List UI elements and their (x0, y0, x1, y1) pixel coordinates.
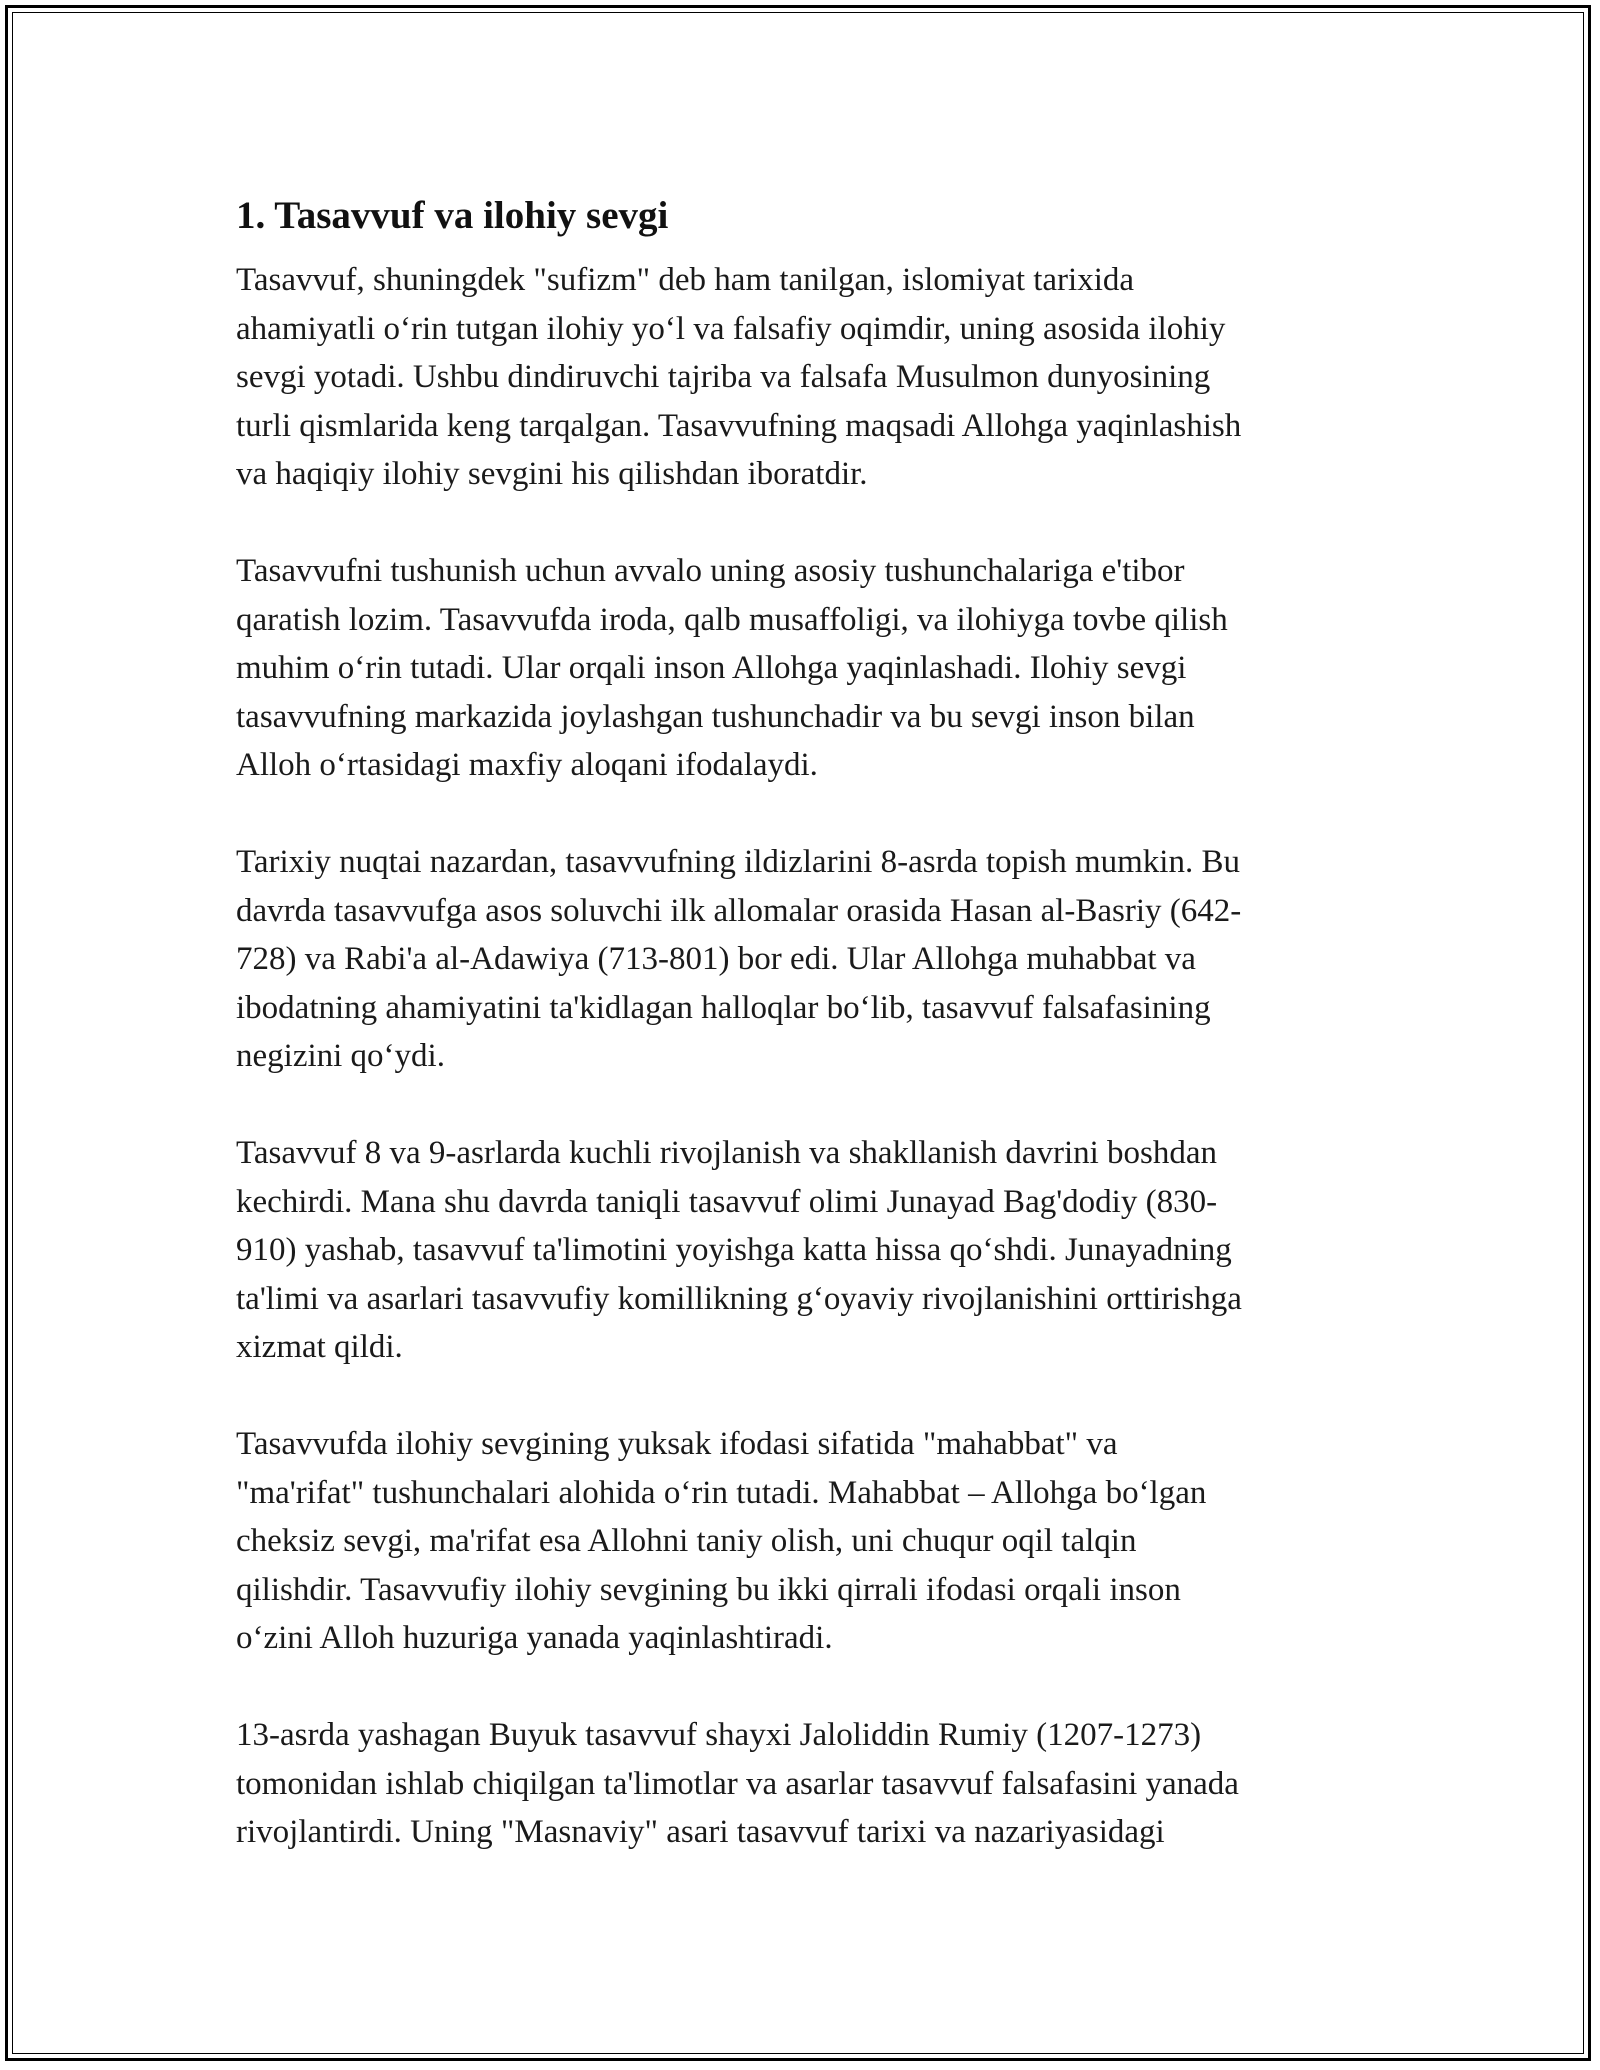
text-line: muhim o‘rin tutadi. Ular orqali inson Allohga yaqinlashadi. Ilohiy sevgi (236, 650, 1187, 686)
text-line: Tasavvufni tushunish uchun avvalo uning asosiy tushunchalariga e'tibor (236, 553, 1185, 589)
text-line: qaratish lozim. Tasavvufda iroda, qalb musaffoligi, va ilohiyga tovbe qilish (236, 601, 1228, 638)
text-line: 13-asrda yashagan Buyuk tasavvuf shayxi Jaloliddin Rumiy (1207-1273) (236, 1717, 1202, 1753)
text-line: ibodatning ahamiyatini ta'kidlagan halloqlar bo‘lib, tasavvuf falsafasining (236, 989, 1211, 1026)
paragraph-4 (236, 1129, 1366, 1372)
text-line: kechirdi. Mana shu davrda taniqli tasavvuf olimi Junayad Bag'dodiy (830- (236, 1183, 1218, 1220)
text-line: va haqiqiy ilohiy sevgini his qilishdan iboratdir. (236, 456, 868, 492)
text-line: Alloh o‘rtasidagi maxfiy aloqani ifodalaydi. (236, 747, 818, 783)
paragraph-6 (236, 1711, 1366, 1857)
paragraph-1 (236, 256, 1366, 499)
text-line: o‘zini Alloh huzuriga yanada yaqinlashtiradi. (236, 1620, 833, 1656)
text-line: 910) yashab, tasavvuf ta'limotini yoyishga katta hissa qo‘shdi. Junayadning (236, 1232, 1232, 1268)
text-line: cheksiz sevgi, ma'rifat esa Allohni taniy olish, uni chuqur oqil talqin (236, 1523, 1137, 1559)
section-title: 1. Tasavvuf va ilohiy sevgi (236, 194, 669, 237)
paragraph-3 (236, 838, 1366, 1081)
text-line: davrda tasavvufga asos soluvchi ilk allomalar orasida Hasan al-Basriy (642- (236, 892, 1242, 929)
text-line: Tasavvuf, shuningdek "sufizm" deb ham tanilgan, islomiyat tarixida (236, 262, 1135, 298)
document-body (236, 188, 1366, 1905)
text-line: rivojlantirdi. Uning "Masnaviy" asari tasavvuf tarixi va nazariyasidagi (236, 1814, 1165, 1850)
text-line: tasavvufning markazida joylashgan tushunchadir va bu sevgi inson bilan (236, 698, 1195, 735)
text-line: sevgi yotadi. Ushbu dindiruvchi tajriba va falsafa Musulmon dunyosining (236, 359, 1211, 395)
text-line: qilishdir. Tasavvufiy ilohiy sevgining bu ikki qirrali ifodasi orqali inson (236, 1571, 1181, 1608)
text-line: Tarixiy nuqtai nazardan, tasavvufning ildizlarini 8-asrda topish mumkin. Bu (236, 844, 1240, 880)
text-line: Tasavvufda ilohiy sevgining yuksak ifodasi sifatida "mahabbat" va (236, 1426, 1118, 1462)
text-line: 728) va Rabi'a al-Adawiya (713-801) bor edi. Ular Allohga muhabbat va (236, 941, 1196, 977)
paragraph-2 (236, 547, 1366, 790)
paragraph-5 (236, 1420, 1366, 1663)
text-line: tomonidan ishlab chiqilgan ta'limotlar va asarlar tasavvuf falsafasini yanada (236, 1765, 1239, 1802)
text-line: "ma'rifat" tushunchalari alohida o‘rin tutadi. Mahabbat – Allohga bo‘lgan (236, 1474, 1207, 1511)
text-line: xizmat qildi. (236, 1329, 403, 1365)
text-line: ahamiyatli o‘rin tutgan ilohiy yo‘l va falsafiy oqimdir, uning asosida ilohiy (236, 310, 1226, 347)
text-line: ta'limi va asarlari tasavvufiy komillikning g‘oyaviy rivojlanishini orttirishga (236, 1280, 1242, 1317)
text-line: negizini qo‘ydi. (236, 1038, 445, 1074)
text-line: Tasavvuf 8 va 9-asrlarda kuchli rivojlanish va shakllanish davrini boshdan (236, 1135, 1218, 1171)
text-line: turli qismlarida keng tarqalgan. Tasavvufning maqsadi Allohga yaqinlashish (236, 407, 1242, 444)
